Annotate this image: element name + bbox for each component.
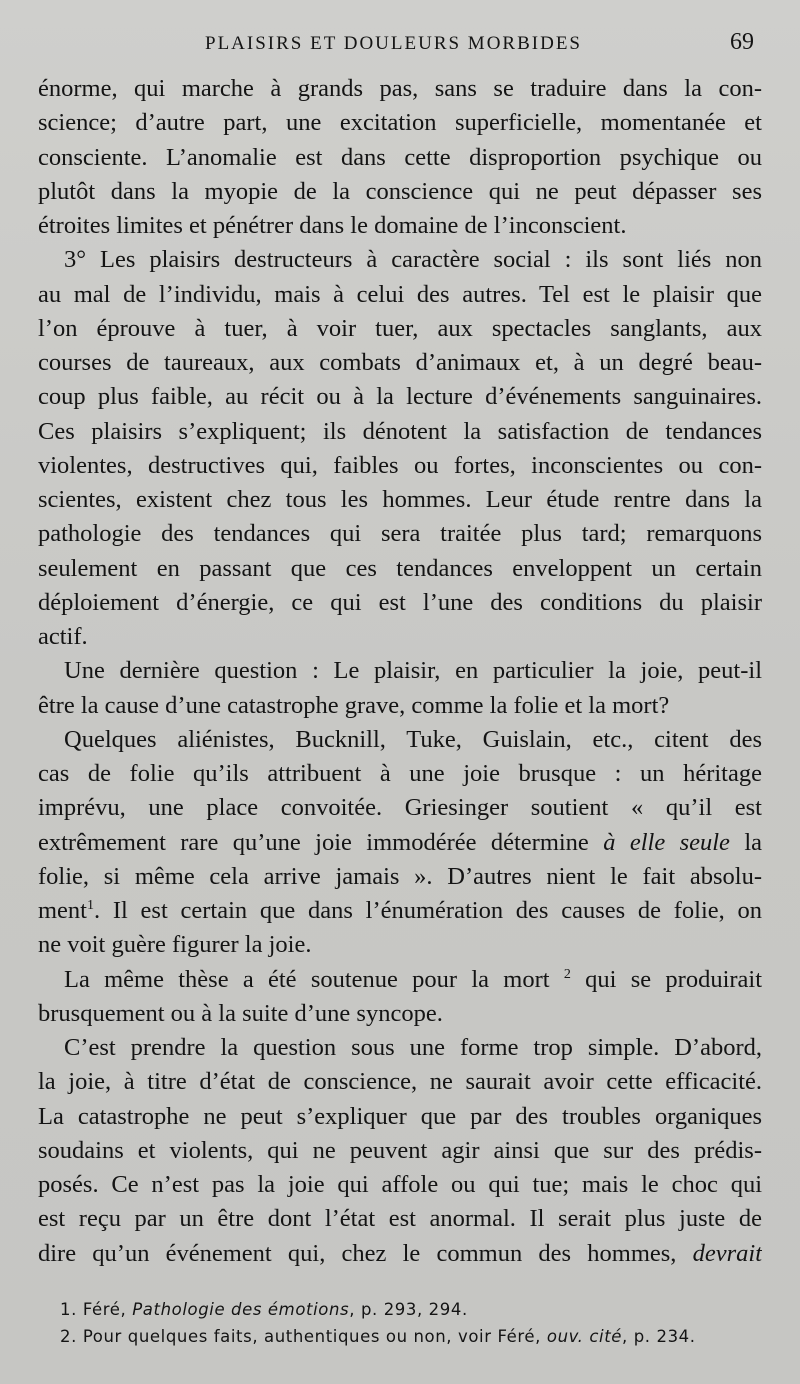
text-line: imprévu, une place convoitée. Griesinger soutient « qu’il est (38, 794, 762, 822)
page-number: 69 (730, 29, 754, 55)
text-run: la (744, 828, 762, 856)
footnote-number: 1. (60, 1300, 77, 1319)
italic-text: devrait (692, 1239, 762, 1267)
text-line (38, 963, 762, 997)
italic-text: à elle seule (603, 828, 730, 856)
text-line: C’est prendre la question sous une forme trop simple. D’abord, (64, 1034, 762, 1061)
text-line: est reçu par un être dont l’état est anormal. Il serait plus juste de (38, 1205, 762, 1233)
text-line: la joie, à titre d’état de conscience, ne saurait avoir cette efficacité. (38, 1068, 762, 1096)
text-line: ne voit guère figurer la joie. (38, 931, 312, 959)
text-line: au mal de l’individu, mais à celui des autres. Tel est le plaisir que (38, 280, 762, 308)
running-title: PLAISIRS ET DOULEURS MORBIDES (205, 33, 582, 54)
text-line: déploiement d’énergie, ce qui est l’une des conditions du plaisir (38, 588, 762, 616)
text-line: seulement en passant que ces tendances enveloppent un certain (38, 554, 762, 582)
text-run: . Il est certain que dans l’énumération des causes de folie, on (94, 897, 762, 924)
text-line: actif. (38, 623, 88, 650)
running-head (0, 29, 800, 63)
text-run: dire qu’un événement qui, chez le commun des hommes, (38, 1239, 677, 1267)
text-run: extrêmement rare qu’une joie immodérée détermine (38, 828, 589, 856)
text-line (38, 1237, 762, 1271)
text-line: Une dernière question : Le plaisir, en particulier la joie, peut-il (64, 657, 762, 685)
text-line: soudains et violents, qui ne peuvent agir ainsi que sur des prédis- (38, 1136, 762, 1164)
text-run: qui se produirait (585, 965, 762, 993)
text-run: La même thèse a été soutenue pour la mort (64, 965, 550, 993)
text-line: être la cause d’une catastrophe grave, comme la folie et la mort? (38, 691, 670, 719)
text-line: coup plus faible, au récit ou à la lecture d’événements sanguinaires. (38, 383, 762, 411)
text-line (38, 894, 762, 928)
text-line: pathologie des tendances qui sera traitée plus tard; remarquons (38, 520, 762, 548)
footnote-italic: Pathologie des émotions (132, 1300, 350, 1319)
footnote-text: , p. 293, 294. (349, 1300, 468, 1319)
text-line: cas de folie qu’ils attribuent à une joie brusque : un héritage (38, 760, 762, 787)
text-line: violentes, destructives qui, faibles ou fortes, inconscientes ou con- (38, 451, 762, 479)
text-line: étroites limites et pénétrer dans le domaine de l’inconscient. (38, 212, 627, 239)
footnote (60, 1296, 770, 1323)
footnote-number: 2. (60, 1327, 77, 1346)
footnote-ref: 2 (563, 966, 571, 982)
text-line (38, 826, 762, 860)
text-run: ment (38, 897, 87, 924)
text-line: scientes, existent chez tous les hommes. Leur étude rentre dans la (38, 486, 762, 513)
text-line: l’on éprouve à tuer, à voir tuer, aux spectacles sanglants, aux (38, 314, 762, 342)
text-line: courses de taureaux, aux combats d’animaux et, à un degré beau- (38, 349, 762, 376)
body-text (38, 72, 762, 1271)
text-line: La catastrophe ne peut s’expliquer que par des troubles organiques (38, 1102, 762, 1130)
text-line: plutôt dans la myopie de la conscience qui ne peut dépasser ses (38, 177, 762, 205)
footnote-ref: 1 (87, 898, 94, 913)
footnote-text: Féré, (82, 1300, 127, 1319)
footnote (60, 1323, 770, 1350)
footnotes (60, 1296, 770, 1350)
text-line: brusquement ou à la suite d’une syncope. (38, 999, 443, 1027)
footnote-text: Pour quelques faits, authentiques ou non, voir Féré, (82, 1327, 542, 1346)
footnote-italic: ouv. cité (546, 1327, 623, 1346)
text-line: science; d’autre part, une excitation superficielle, momentanée et (38, 109, 762, 137)
text-line: posés. Ce n’est pas la joie qui affole ou qui tue; mais le choc qui (38, 1171, 762, 1198)
text-line: énorme, qui marche à grands pas, sans se traduire dans la con- (38, 75, 762, 102)
footnote-text: , p. 234. (622, 1327, 696, 1346)
text-line: folie, si même cela arrive jamais ». D’autres nient le fait absolu- (38, 862, 762, 890)
text-line: Ces plaisirs s’expliquent; ils dénotent la satisfaction de tendances (38, 417, 762, 445)
text-line: 3° Les plaisirs destructeurs à caractère social : ils sont liés non (64, 246, 762, 274)
text-line: Quelques aliénistes, Bucknill, Tuke, Guislain, etc., citent des (64, 725, 762, 753)
text-line: consciente. L’anomalie est dans cette disproportion psychique ou (38, 143, 762, 171)
